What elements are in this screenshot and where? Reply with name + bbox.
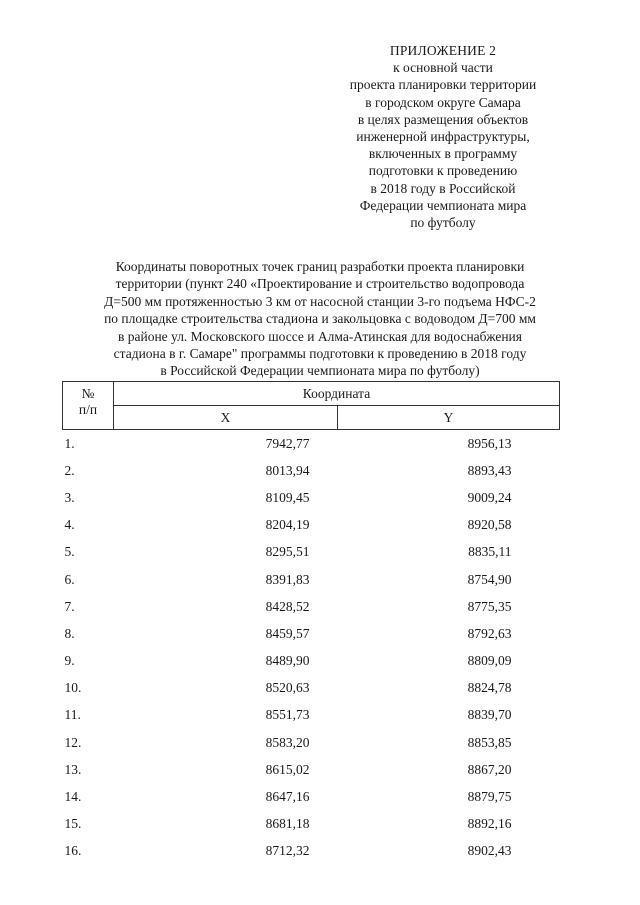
coordinates-table — [62, 381, 560, 865]
row-number: 4. — [64, 517, 75, 533]
y-value: 8892,16 — [467, 816, 512, 832]
y-value: 8839,70 — [467, 707, 512, 723]
number-header-abbr: п/п — [78, 402, 98, 417]
appendix-header — [318, 42, 568, 231]
table-row — [63, 702, 560, 729]
x-value: 8459,57 — [265, 625, 310, 641]
x-value: 8295,51 — [265, 544, 310, 560]
appendix-line: в целях размещения объектов — [357, 111, 529, 127]
appendix-line: в городском округе Самара — [365, 94, 521, 110]
appendix-line: включенных в программу — [368, 146, 518, 162]
x-value: 8489,90 — [265, 653, 310, 669]
x-value: 8712,32 — [265, 843, 310, 859]
row-number: 2. — [64, 462, 75, 478]
appendix-heading: ПРИЛОЖЕНИЕ 2 — [389, 43, 497, 58]
appendix-line: к основной части — [393, 60, 493, 76]
y-value: 8893,43 — [467, 462, 512, 478]
row-number: 7. — [64, 598, 75, 614]
table-row — [63, 838, 560, 865]
table-row — [63, 648, 560, 675]
table-row — [63, 783, 560, 810]
appendix-line: инженерной инфраструктуры, — [356, 129, 530, 145]
row-number: 8. — [64, 625, 75, 641]
y-value: 9009,24 — [467, 489, 512, 505]
row-number: 3. — [64, 489, 75, 505]
row-number: 11. — [64, 707, 81, 723]
y-value: 8792,63 — [467, 625, 512, 641]
x-value: 8551,73 — [265, 707, 310, 723]
x-value: 8109,45 — [265, 489, 310, 505]
row-number: 10. — [64, 680, 82, 696]
x-value: 8013,94 — [265, 462, 310, 478]
y-value: 8853,85 — [467, 734, 512, 750]
y-value: 8879,75 — [467, 789, 512, 805]
table-row — [63, 729, 560, 756]
y-value: 8920,58 — [467, 517, 512, 533]
appendix-line: по футболу — [410, 215, 476, 231]
row-number: 9. — [64, 653, 75, 669]
x-header: X — [114, 406, 338, 430]
x-value: 8520,63 — [265, 680, 310, 696]
row-number: 12. — [64, 734, 82, 750]
table-row — [63, 539, 560, 566]
document-title — [60, 258, 580, 380]
table-row — [63, 512, 560, 539]
row-number: 6. — [64, 571, 75, 587]
y-value: 8956,13 — [467, 435, 512, 451]
y-value: 8775,35 — [467, 598, 512, 614]
y-value: 8824,78 — [467, 680, 512, 696]
title-line: территории (пункт 240 «Проектирование и строительство водопровода — [115, 276, 525, 292]
x-value: 8391,83 — [265, 571, 310, 587]
appendix-line: проекта планировки территории — [349, 77, 537, 93]
table-row — [63, 675, 560, 702]
row-number: 13. — [64, 761, 82, 777]
table-row — [63, 620, 560, 647]
y-value: 8754,90 — [467, 571, 512, 587]
number-header-symbol: № — [81, 386, 95, 401]
appendix-line: Федерации чемпионата мира — [359, 197, 527, 213]
number-header — [63, 382, 114, 430]
y-header: Y — [338, 406, 560, 430]
title-line: по площадке строительства стадиона и закольцовка с водоводом Д=700 мм — [104, 311, 536, 327]
table-body — [63, 430, 560, 866]
appendix-line: в 2018 году в Российской — [370, 180, 516, 196]
x-value: 8615,02 — [265, 761, 310, 777]
title-line: в районе ул. Московского шоссе и Алма-Атинская для водоснабжения — [117, 328, 522, 344]
coordinates-header: Координата — [114, 382, 560, 406]
table-row — [63, 593, 560, 620]
x-value: 7942,77 — [265, 435, 310, 451]
table-row — [63, 756, 560, 783]
table-row — [63, 566, 560, 593]
row-number: 14. — [64, 789, 82, 805]
table-row — [63, 430, 560, 458]
table-row — [63, 484, 560, 511]
row-number: 16. — [64, 843, 82, 859]
y-value: 8902,43 — [467, 843, 512, 859]
row-number: 15. — [64, 816, 82, 832]
x-value: 8647,16 — [265, 789, 310, 805]
row-number: 5. — [64, 544, 75, 560]
x-value: 8428,52 — [265, 598, 310, 614]
title-line: Д=500 мм протяженностью 3 км от насосной станции 3-го подъема НФС-2 — [104, 293, 536, 309]
title-line: стадиона в г. Самаре" программы подготовки к проведению в 2018 году — [113, 346, 527, 362]
y-value: 8835,11 — [468, 544, 512, 560]
x-value: 8204,19 — [265, 517, 310, 533]
x-value: 8583,20 — [265, 734, 310, 750]
table-row — [63, 811, 560, 838]
appendix-line: подготовки к проведению — [368, 163, 518, 179]
y-value: 8867,20 — [467, 761, 512, 777]
x-value: 8681,18 — [265, 816, 310, 832]
row-number: 1. — [64, 435, 75, 451]
y-value: 8809,09 — [467, 653, 512, 669]
title-line: Координаты поворотных точек границ разработки проекта планировки — [115, 259, 525, 274]
title-line: в Российской Федерации чемпионата мира по футболу) — [160, 363, 480, 379]
table-row — [63, 457, 560, 484]
